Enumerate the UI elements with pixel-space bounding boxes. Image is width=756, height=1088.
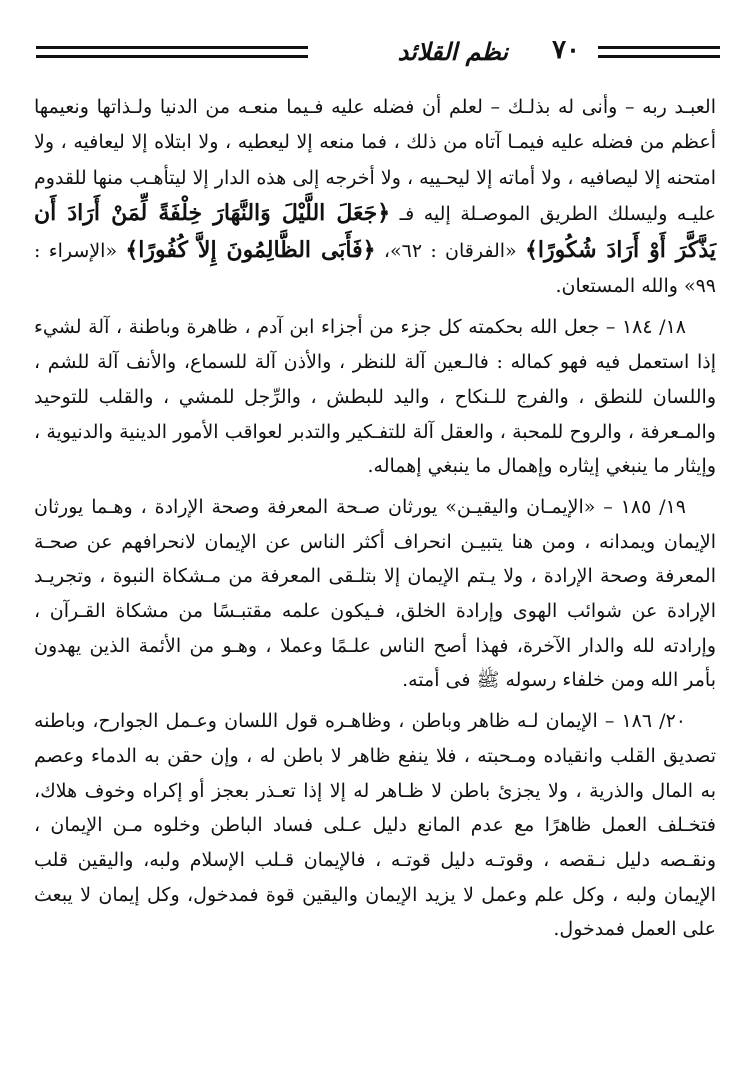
page-number: ٧٠ [552,35,580,65]
header-rule-right [598,46,720,58]
citation: «الإسراء : ٩٩» والله المستعان. [34,239,716,298]
paragraph-185 [34,490,716,698]
page-body [34,90,716,953]
header-rule-left [36,46,308,58]
text-segment: ٢٠/ ١٨٦ – الإيمان لـه ظاهر وباطن ، وظاهـره قول اللسان وعـمل الجوارح، وباطنه تصديق القلب وانقياده ومـحبته ، فلا ينفع ظاهر لا باطن له ، وإن حقن به الدماء وعصم به المال والذرية ، ولا يجزئ باطن لا ظـاهر له إلا إذا تعـذر بعجز أو إكراه وخوف هلاك، فتخـلف العمل ظاهرًا مع عدم المانع دليل عـلى فساد الباطن وخلوه مـن الإيمان ، ونقـصه دليل نـقصه ، وقوتـه دليل قوتـه ، فالإيمان قـلب الإسلام ولبه، واليقين قلب الإيمان ولبه ، وكل علم وعمل لا يزيد الإيمان واليقين قوة فمدخول، وكل إيمان لا يبعث على العمل فمدخول. [34,710,716,941]
text-segment: ١٨/ ١٨٤ – جعل الله بحكمته كل جزء من أجزاء ابن آدم ، ظاهرة وباطنة ، آلة لشيء إذا استعمل فيه فهو كماله : فالـعين آلة للنظر ، والأذن آلة للسماع، والأنف آلة للشم ، واللسان للنطق ، والفرج للـنكاح ، واليد للبطش ، والرِّجل للمشي ، والقلب للتوحيد والمـعرفة ، والروح للمحبة ، والعقل آلة للتفـكير والتدبر لعواقب الأمور الدينية والدنيوية ، وإيثار ما ينبغي إيثاره وإهمال ما ينبغي إهماله. [34,316,716,478]
paragraph-184 [34,310,716,484]
page-header [36,28,720,74]
paragraph-186 [34,704,716,947]
citation: «الفرقان : ٦٢»، [375,239,525,262]
quran-verse: ﴿جَعَلَ اللَّيْلَ وَالنَّهَارَ خِلْفَةً لِّمَنْ أَرَادَ أَن يَذَّكَّرَ أَوْ أَرَادَ شُكُورًا﴾ [34,200,717,263]
paragraph-continuation [34,90,716,304]
running-title: نظم القلائد [397,37,508,66]
text-segment: ١٩/ ١٨٥ – «الإيمـان واليقيـن» يورثان صـحة المعرفة وصحة الإرادة ، وهـما يورثان الإيمان ويمدانه ، ومن هنا يتبيـن انحراف أكثر الناس عن الإيمان لانحرافهم عن صحـة المعرفة وصحة الإرادة ، ولا يـتم الإيمان إلا بتلـقى المعرفة من مـشكاة النبوة ، وتجريـد الإرادة عن شوائب الهوى وإرادة الخلق، فـيكون علمه مقتبـسًا من مشكاة القـرآن ، وإرادته لله والدار الآخرة، فهذا أصح الناس علـمًا وعملا ، وهـو من الأئمة الذين يهدون بأمر الله ومن خلفاء رسوله ﷺ فى أمته. [34,495,716,692]
quran-verse: ﴿فَأَبَى الظَّالِمُونَ إِلاَّ كُفُورًا﴾ [125,236,376,263]
text-segment: العبـد ربه – وأنى له بذلـك – لعلم أن فضله عليه فـيما منعـه من الدنيا ولـذاتها ونعيمها أعظم من فضله عليه فيمـا آتاه من ذلك ، فما منعه إلا ليعطيه ، ولا ابتلاه إلا ليعافيه ، ولا امتحنه إلا ليصافيه ، ولا أماته إلا ليحـييه ، ولا أخرجه إلى هذه الدار إلا ليتأهـب منها للقدوم عليـه وليسلك الطريق الموصـلة إليه فـ [34,96,717,226]
